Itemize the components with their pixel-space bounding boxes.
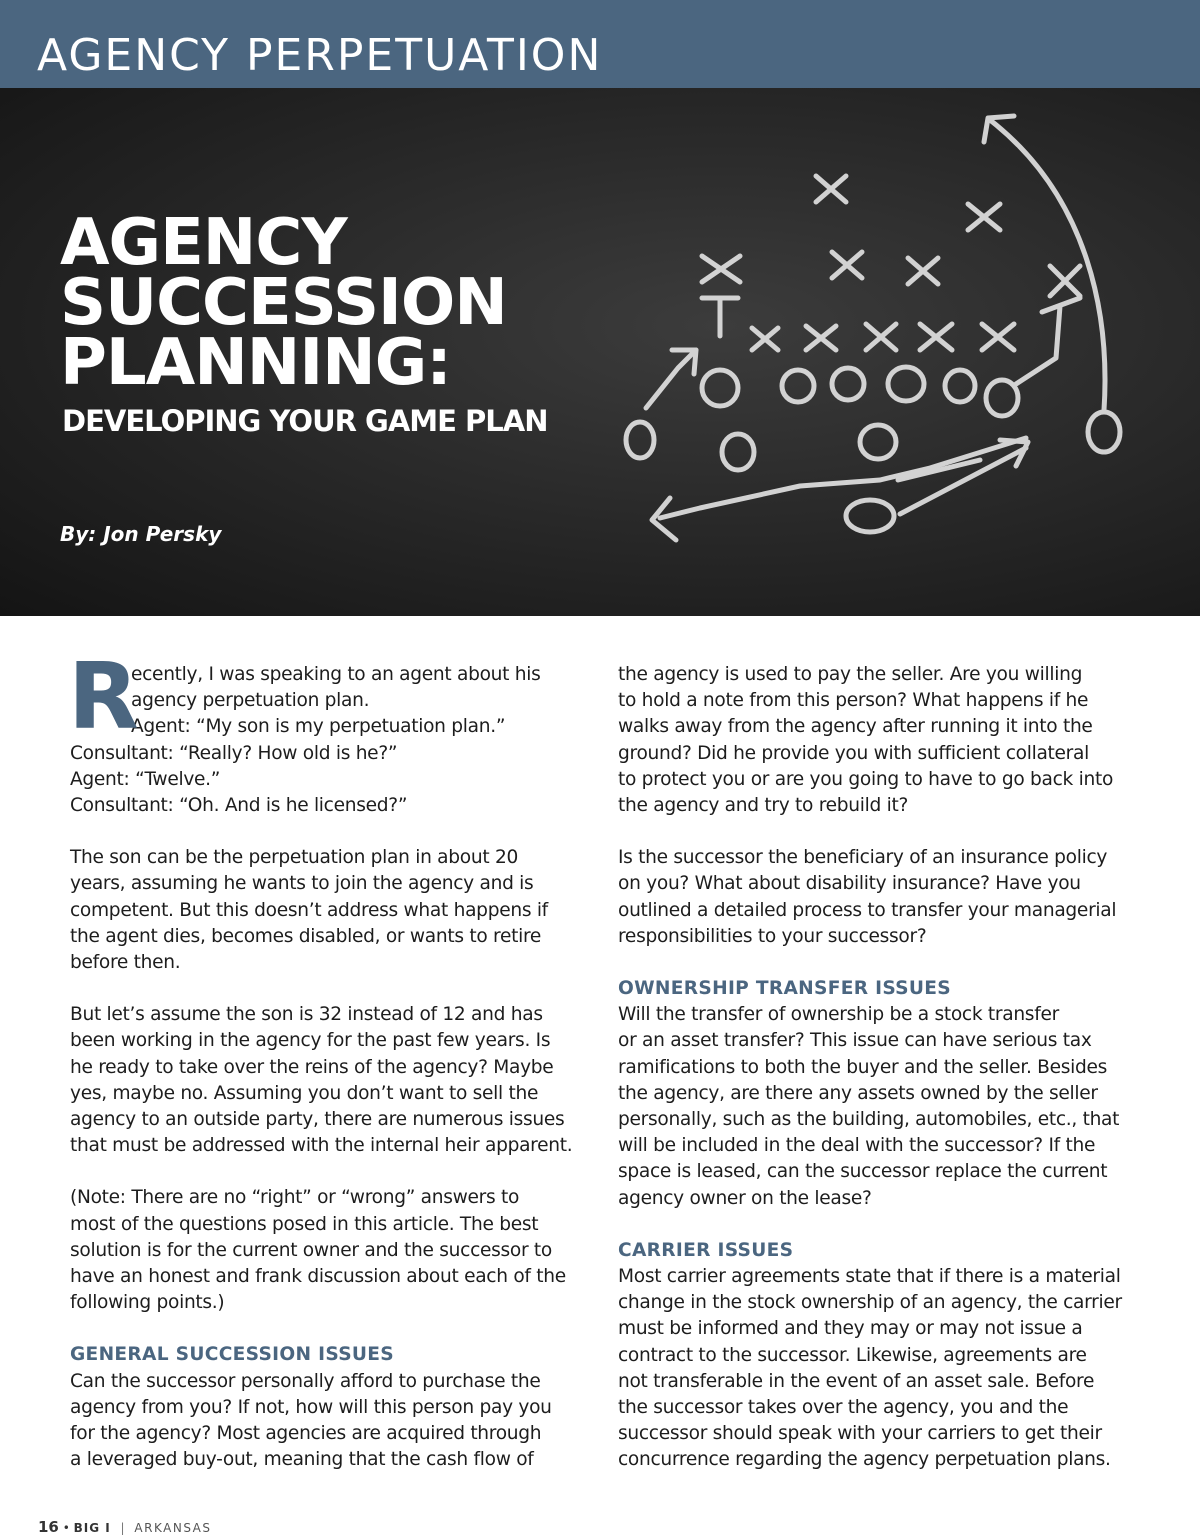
paragraph <box>618 1002 1148 1212</box>
text-line: But let’s assume the son is 32 instead of 12 and has <box>70 1004 543 1026</box>
text-line: the agency, are there any assets owned by the seller <box>618 1082 1098 1104</box>
paragraph <box>70 1185 590 1316</box>
text-line: the agent dies, becomes disabled, or wants to retire <box>70 925 542 947</box>
text-line: years, assuming he wants to join the agency and is <box>70 873 534 895</box>
footer-divider: | <box>120 1521 125 1535</box>
text-line: not transferable in the event of an asset sale. Before <box>618 1370 1095 1392</box>
byline: By: Jon Persky <box>60 522 222 546</box>
text-line: yes, maybe no. Assuming you don’t want to sell the <box>70 1082 539 1104</box>
text-line: Is the successor the beneficiary of an insurance policy <box>618 847 1108 869</box>
text-line: he ready to take over the reins of the agency? Maybe <box>70 1056 554 1078</box>
section-heading: GENERAL SUCCESSION ISSUES <box>70 1344 395 1366</box>
text-line: Will the transfer of ownership be a stock transfer <box>618 1004 1059 1026</box>
text-line: The son can be the perpetuation plan in about 20 <box>70 847 519 869</box>
text-line: space is leased, can the successor replace the current <box>618 1161 1108 1183</box>
text-line: Consultant: “Really? How old is he?” <box>70 742 398 764</box>
text-line: for the agency? Most agencies are acquired through <box>70 1423 542 1445</box>
text-line: competent. But this doesn’t address what happens if <box>70 899 548 921</box>
text-line: ground? Did he provide you with sufficient collateral <box>618 742 1089 764</box>
text-line: to protect you or are you going to have to go back into <box>618 768 1114 790</box>
text-line: to hold a note from this person? What happens if he <box>618 690 1089 712</box>
text-line: following points.) <box>70 1292 225 1314</box>
text-line: most of the questions posed in this article. The best <box>70 1213 539 1235</box>
text-line: agency owner on the lease? <box>618 1187 872 1209</box>
page-footer <box>38 1518 211 1536</box>
intro-paragraph <box>68 643 590 819</box>
text-line: or an asset transfer? This issue can have serious tax <box>618 1030 1092 1052</box>
text-line: Can the successor personally afford to purchase the <box>70 1370 541 1392</box>
text-line: outlined a detailed process to transfer your managerial <box>618 899 1117 921</box>
text-line: ecently, I was speaking to an agent about his <box>131 664 541 685</box>
publication-state: ARKANSAS <box>134 1521 212 1535</box>
text-line: concurrence regarding the agency perpetuation plans. <box>618 1449 1111 1471</box>
text-line: been working in the agency for the past few years. Is <box>70 1030 551 1052</box>
paragraph <box>618 662 1148 819</box>
headline-line-3: PLANNING: <box>60 326 451 400</box>
text-line: the successor takes over the agency, you and the <box>618 1397 1069 1419</box>
text-line: a leveraged buy-out, meaning that the cash flow of <box>70 1449 534 1471</box>
text-line: the agency is used to pay the seller. Are you willing <box>618 664 1083 685</box>
section-heading: OWNERSHIP TRANSFER ISSUES <box>618 978 951 1000</box>
text-line: agency from you? If not, how will this person pay you <box>70 1396 552 1418</box>
text-line: Agent: “Twelve.” <box>70 768 221 790</box>
text-line: Most carrier agreements state that if there is a material <box>618 1266 1121 1288</box>
footer-bullet: • <box>62 1521 70 1535</box>
text-line: ramifications to both the buyer and the seller. Besides <box>618 1056 1108 1078</box>
paragraph <box>618 845 1148 950</box>
text-line: Consultant: “Oh. And is he licensed?” <box>70 795 408 817</box>
text-line: that must be addressed with the internal heir apparent. <box>70 1135 573 1157</box>
headline-line-2: SUCCESSION <box>60 266 507 340</box>
section-heading: CARRIER ISSUES <box>618 1239 794 1261</box>
right-column <box>618 662 1148 1474</box>
paragraph <box>618 1264 1148 1474</box>
text-line: personally, such as the building, automobiles, etc., that <box>618 1109 1120 1131</box>
text-line: Agent: “My son is my perpetuation plan.” <box>131 716 506 738</box>
paragraph <box>70 845 590 976</box>
publication-name: BIG I <box>73 1521 111 1535</box>
headline-line-1: AGENCY <box>60 206 347 280</box>
text-line: will be included in the deal with the successor? If the <box>618 1135 1096 1157</box>
text-line: agency to an outside party, there are numerous issues <box>70 1109 565 1131</box>
text-line: responsibilities to your successor? <box>618 925 927 947</box>
text-line: have an honest and frank discussion about each of the <box>70 1266 566 1288</box>
text-line: walks away from the agency after running it into the <box>618 716 1093 738</box>
chalk-x-marks <box>702 176 1080 350</box>
text-line: before then. <box>70 952 181 974</box>
paragraph <box>70 1369 590 1474</box>
page-number: 16 <box>38 1518 59 1536</box>
text-line: agency perpetuation plan. <box>131 690 370 712</box>
paragraph <box>70 1002 590 1159</box>
text-line: (Note: There are no “right” or “wrong” answers to <box>70 1187 520 1209</box>
text-line: solution is for the current owner and the successor to <box>70 1239 553 1261</box>
section-title: AGENCY PERPETUATION <box>37 30 603 81</box>
text-line: contract to the successor. Likewise, agreements are <box>618 1344 1087 1366</box>
text-line: must be informed and they may or may not issue a <box>618 1318 1083 1340</box>
text-line: successor should speak with your carriers to get their <box>618 1423 1102 1445</box>
text-line: the agency and try to rebuild it? <box>618 795 909 817</box>
hero-banner <box>0 88 1200 616</box>
section-header-bar <box>0 0 1200 88</box>
left-column <box>68 643 590 1473</box>
article-headline <box>60 206 507 400</box>
text-line: change in the stock ownership of an agency, the carrier <box>618 1292 1122 1314</box>
article-subtitle: DEVELOPING YOUR GAME PLAN <box>62 404 548 438</box>
drop-cap: R <box>68 643 139 750</box>
text-line: on you? What about disability insurance? Have you <box>618 873 1081 895</box>
